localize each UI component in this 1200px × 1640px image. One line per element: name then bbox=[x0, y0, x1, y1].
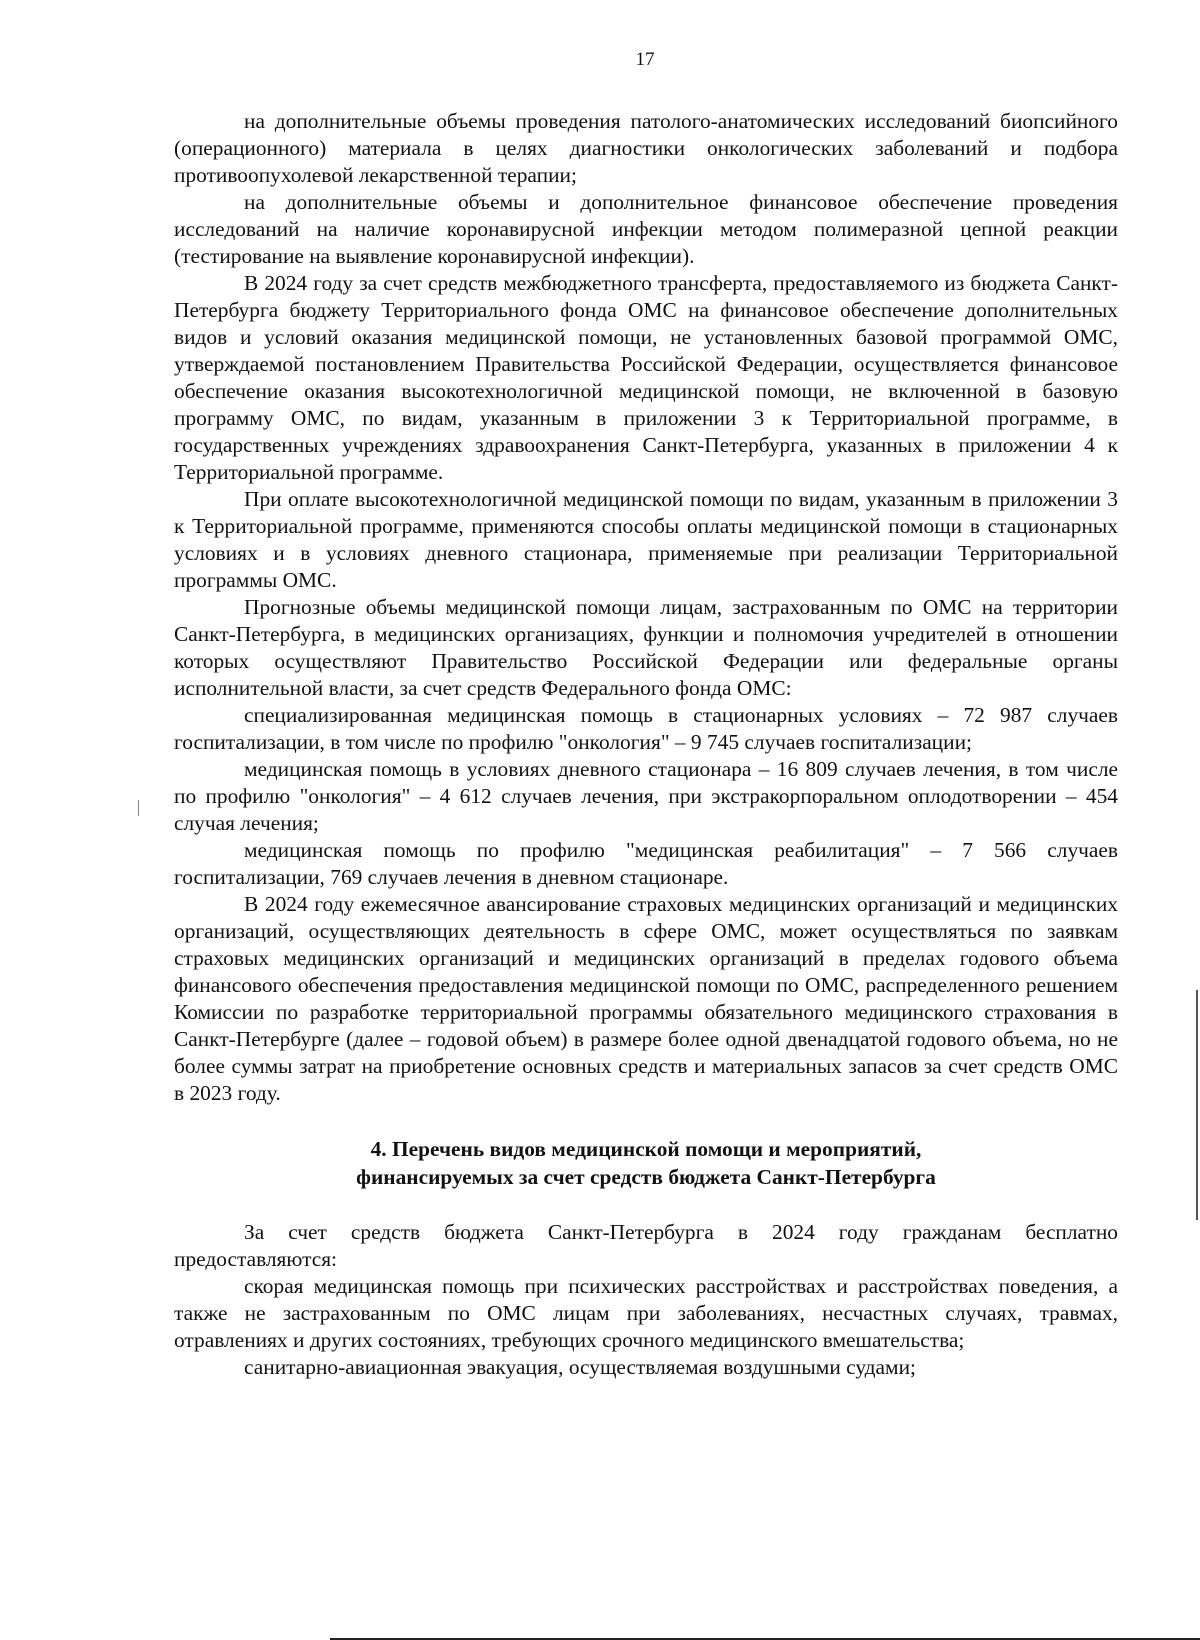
scan-mark-artifact bbox=[138, 800, 139, 816]
paragraph-coronavirus-testing: на дополнительные объемы и дополнительное финансовое обеспечение проведения исследований на наличие коронавирусной инфекции методом полимеразной цепной реакции (тестирование на выявление коронавирусной инфекции). bbox=[174, 190, 1118, 268]
document-body bbox=[174, 108, 1118, 1381]
paragraph-budget-free-care: За счет средств бюджета Санкт-Петербурга в 2024 году гражданам бесплатно предоставляются: bbox=[174, 1220, 1118, 1271]
paragraph-high-tech-payment: При оплате высокотехнологичной медицинской помощи по видам, указанным в приложении 3 к Территориальной программе, применяются способы оплаты медицинской помощи в стационарных условиях и в условиях дневного стационара, применяемые при реализации Территориальной программы ОМС. bbox=[174, 487, 1118, 592]
paragraph-rehabilitation: медицинская помощь по профилю "медицинская реабилитация" – 7 566 случаев госпитализации, 769 случаев лечения в дневном стационаре. bbox=[174, 838, 1118, 889]
paragraph-forecast-volumes: Прогнозные объемы медицинской помощи лицам, застрахованным по ОМС на территории Санкт-Петербурга, в медицинских организациях, функции и полномочия учредителей в отношении которых осуществляют Правительство Российской Федерации или федеральные органы исполнительной власти, за счет средств Федерального фонда ОМС: bbox=[174, 595, 1118, 700]
paragraph-interbudget-transfer: В 2024 году за счет средств межбюджетного трансферта, предоставляемого из бюджета Санкт-Петербурга бюджету Территориального фонда ОМС на финансовое обеспечение дополнительных видов и условий оказания медицинской помощи, не установленных базовой программой ОМС, утверждаемой постановлением Правительства Российской Федерации, осуществляется финансовое обеспечение оказания высокотехнологичной медицинской помощи, не включенной в базовую программу ОМС, по видам, указанным в приложении 3 к Территориальной программе, в государственных учреждениях здравоохранения Санкт-Петербурга, указанных в приложении 4 к Территориальной программе. bbox=[174, 271, 1118, 484]
paragraph-air-evacuation: санитарно-авиационная эвакуация, осуществляемая воздушными судами; bbox=[244, 1355, 916, 1379]
paragraph-specialized-care: специализированная медицинская помощь в стационарных условиях – 72 987 случаев госпитализации, в том числе по профилю "онкология" – 9 745 случаев госпитализации; bbox=[174, 703, 1118, 754]
paragraph-monthly-advance: В 2024 году ежемесячное авансирование страховых медицинских организаций и медицинских организаций, осуществляющих деятельность в сфере ОМС, может осуществляться по заявкам страховых медицинских организаций и медицинских организаций в пределах годового объема финансового обеспечения предоставления медицинской помощи по ОМС, распределенного решением Комиссии по разработке территориальной программы обязательного медицинского страхования в Санкт-Петербурге (далее – годовой объем) в размере более одной двенадцатой годового объема, но не более суммы затрат на приобретение основных средств и материальных запасов за счет средств ОМС в 2023 году. bbox=[174, 892, 1118, 1105]
section-4-heading-line-1: 4. Перечень видов медицинской помощи и мероприятий, bbox=[370, 1137, 922, 1161]
paragraph-pathology-volumes: на дополнительные объемы проведения патолого-анатомических исследований биопсийного (операционного) материала в целях диагностики онкологических заболеваний и подбора противоопухолевой лекарственной терапии; bbox=[174, 109, 1118, 187]
paragraph-day-hospital: медицинская помощь в условиях дневного стационара – 16 809 случаев лечения, в том числе по профилю "онкология" – 4 612 случаев лечения, при экстракорпоральном оплодотворении – 454 случая лечения; bbox=[174, 757, 1118, 835]
section-4-heading bbox=[174, 1135, 1118, 1191]
page-number: 17 bbox=[635, 49, 655, 70]
paragraph-emergency-care: скорая медицинская помощь при психических расстройствах и расстройствах поведения, а также не застрахованным по ОМС лицам при заболеваниях, несчастных случаях, травмах, отравлениях и других состояниях, требующих срочного медицинского вмешательства; bbox=[174, 1274, 1118, 1352]
scan-edge-artifact-right bbox=[1196, 990, 1198, 1220]
section-4-heading-line-2: финансируемых за счет средств бюджета Санкт-Петербурга bbox=[356, 1165, 936, 1189]
